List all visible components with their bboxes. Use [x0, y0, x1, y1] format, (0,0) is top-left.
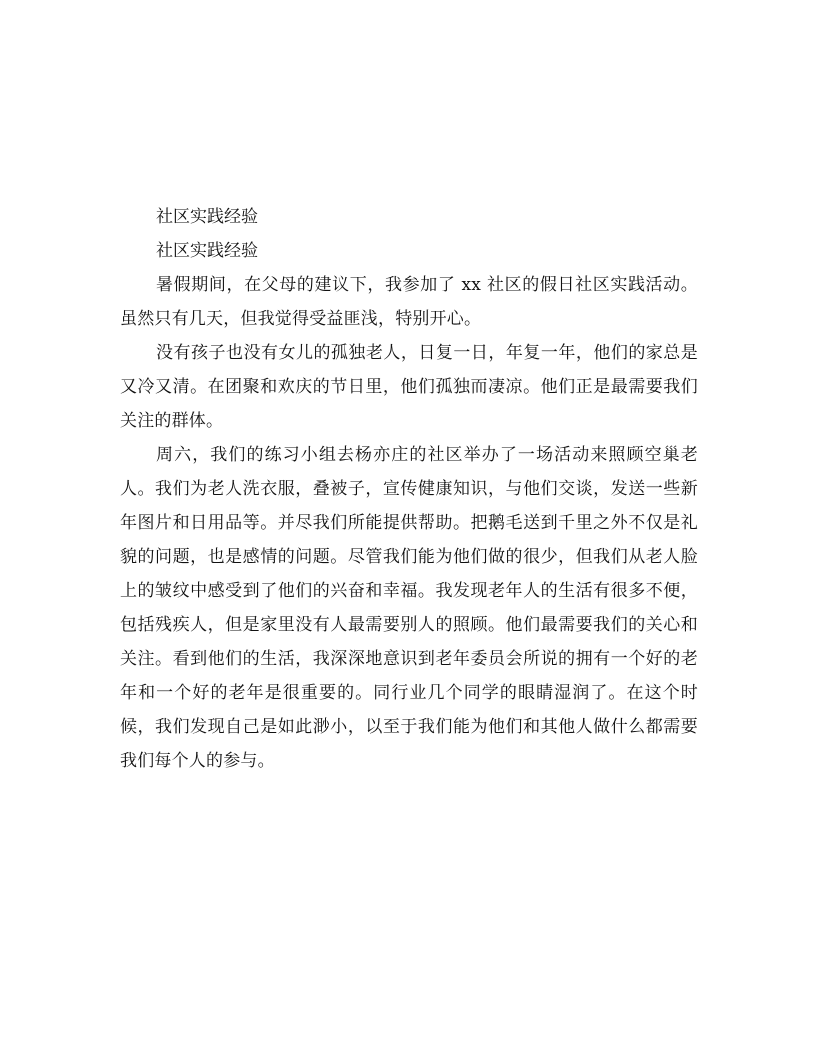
document-body — [120, 200, 698, 778]
paragraph-saturday-visit: 周六，我们的练习小组去杨亦庄的社区举办了一场活动来照顾空巢老人。我们为老人洗衣服，叠被子，宣传健康知识，与他们交谈，发送一些新年图片和日用品等。并尽我们所能提供帮助。把鹅毛送到千里之外不仅是礼貌的问题，也是感情的问题。尽管我们能为他们做的很少，但我们从老人脸上的皱纹中感受到了他们的兴奋和幸福。我发现老年人的生活有很多不便，包括残疾人，但是家里没有人最需要别人的照顾。他们最需要我们的关心和关注。看到他们的生活，我深深地意识到老年委员会所说的拥有一个好的老年和一个好的老年是很重要的。同行业几个同学的眼睛湿润了。在这个时候，我们发现自己是如此渺小，以至于我们能为他们和其他人做什么都需要我们每个人的参与。 — [120, 445, 698, 771]
document-subtitle: 社区实践经验 — [156, 241, 258, 261]
paragraph-lonely-elderly: 没有孩子也没有女儿的孤独老人，日复一日，年复一年，他们的家总是又冷又清。在团聚和欢庆的节日里，他们孤独而凄凉。他们正是最需要我们关注的群体。 — [120, 343, 698, 431]
document-title: 社区实践经验 — [156, 207, 258, 227]
paragraph-summer-activity: 暑假期间，在父母的建议下，我参加了 xx 社区的假日社区实践活动。虽然只有几天，但我觉得受益匪浅，特别开心。 — [120, 275, 698, 329]
